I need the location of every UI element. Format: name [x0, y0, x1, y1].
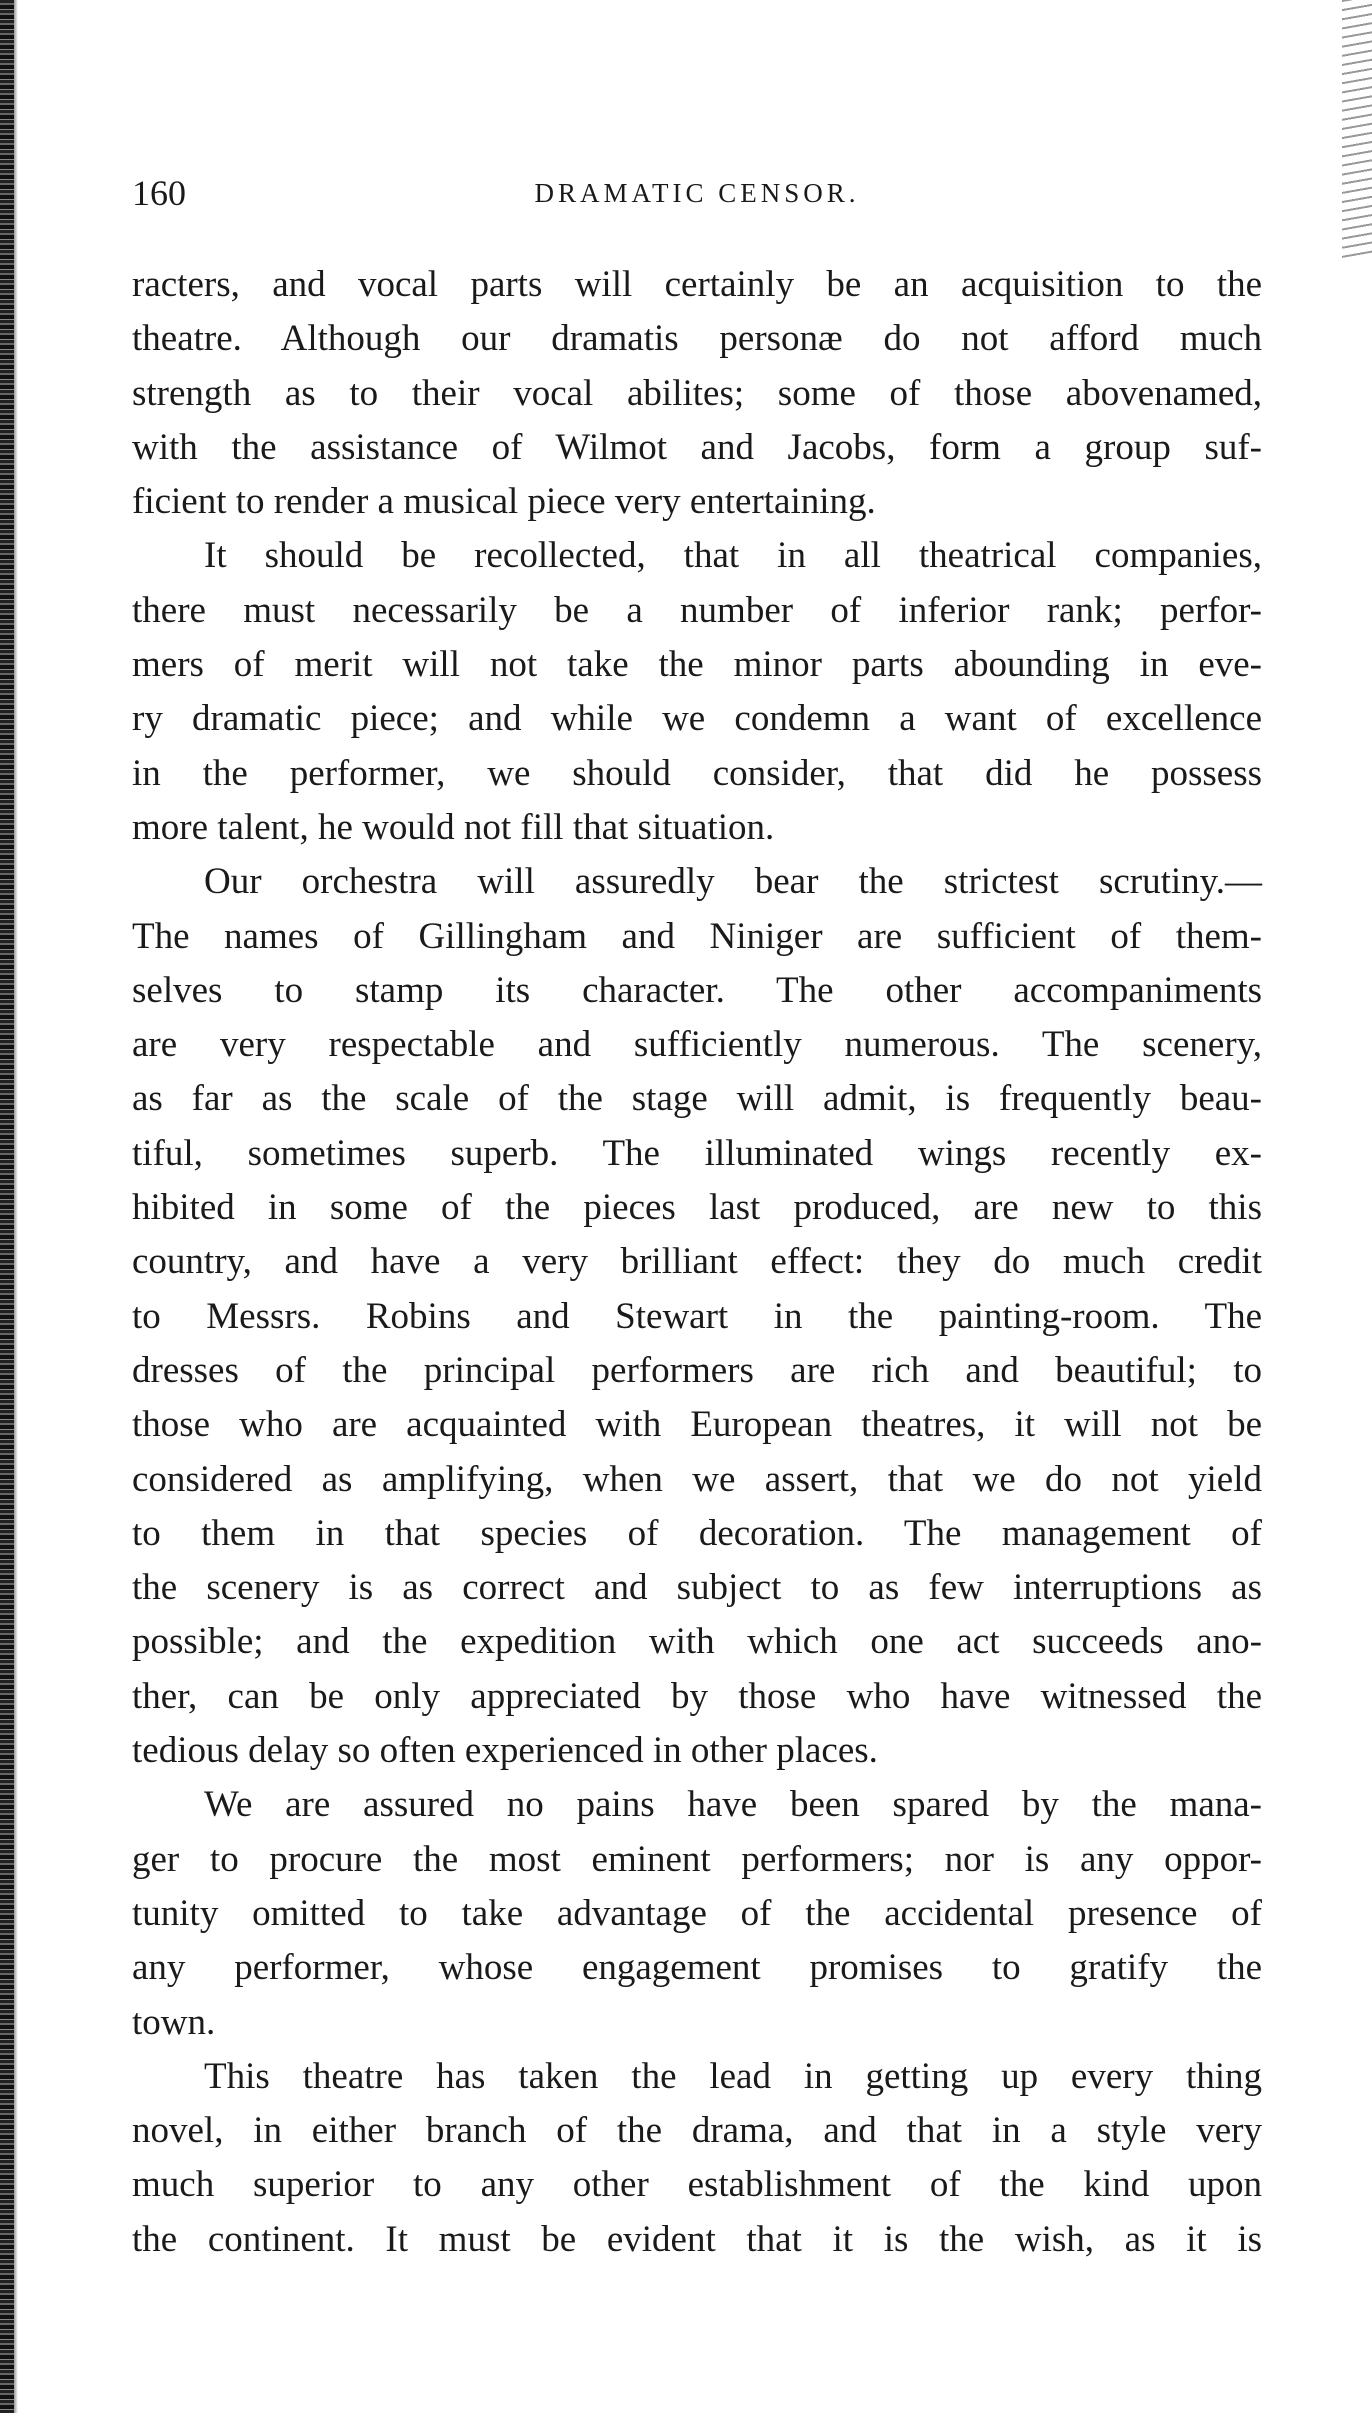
text-line: the continent. It must be evident that it is the wish, as it is [132, 2218, 1262, 2260]
text-line: to Messrs. Robins and Stewart in the painting-room. The [132, 1295, 1262, 1337]
text-line: ther, can be only appreciated by those who have witnessed the [132, 1675, 1262, 1717]
text-line: considered as amplifying, when we assert, that we do not yield [132, 1458, 1262, 1500]
text-line: It should be recollected, that in all theatrical companies, [204, 535, 1262, 577]
text-line: any performer, whose engagement promises to gratify the [132, 1947, 1262, 1989]
text-line: much superior to any other establishment of the kind upon [132, 2164, 1262, 2206]
text-line: selves to stamp its character. The other accompaniments [132, 969, 1262, 1011]
paragraph [132, 855, 1262, 1778]
page-binding-edge [0, 0, 14, 2413]
text-line: ry dramatic piece; and while we condemn a want of excellence [132, 698, 1262, 740]
text-line: those who are acquainted with European theatres, it will not be [132, 1404, 1262, 1446]
text-line: town. [132, 2001, 216, 2043]
text-line: tedious delay so often experienced in other places. [132, 1730, 878, 1772]
text-line: strength as to their vocal abilites; some of those abovenamed, [132, 372, 1262, 414]
page-number: 160 [132, 173, 186, 213]
text-line: the scenery is as correct and subject to as few interruptions as [132, 1567, 1262, 1609]
text-line: We are assured no pains have been spared by the mana- [204, 1784, 1262, 1826]
text-line: ficient to render a musical piece very entertaining. [132, 481, 876, 523]
text-line: The names of Gillingham and Niniger are sufficient of them- [132, 915, 1262, 957]
body-text [132, 258, 1262, 2267]
paragraph [132, 529, 1262, 855]
paragraph [132, 258, 1262, 529]
paragraph [132, 1778, 1262, 2049]
text-line: theatre. Although our dramatis personæ do not afford much [132, 318, 1262, 360]
text-line: as far as the scale of the stage will admit, is frequently beau- [132, 1078, 1262, 1120]
page-edge-specks [1342, 0, 1372, 260]
text-line: dresses of the principal performers are rich and beautiful; to [132, 1349, 1262, 1391]
text-line: tiful, sometimes superb. The illuminated wings recently ex- [132, 1132, 1262, 1174]
text-line: in the performer, we should consider, that did he possess [132, 752, 1262, 794]
text-line: hibited in some of the pieces last produced, are new to this [132, 1187, 1262, 1229]
paragraph [132, 2050, 1262, 2267]
text-line: ger to procure the most eminent performers; nor is any oppor- [132, 1838, 1262, 1880]
text-line: racters, and vocal parts will certainly be an acquisition to the [132, 264, 1262, 305]
text-line: possible; and the expedition with which one act succeeds ano- [132, 1621, 1262, 1663]
running-title: DRAMATIC CENSOR. [534, 178, 860, 208]
text-line: more talent, he would not fill that situation. [132, 806, 775, 848]
text-line: This theatre has taken the lead in getting up every thing [204, 2055, 1262, 2097]
text-line: novel, in either branch of the drama, and that in a style very [132, 2110, 1262, 2152]
text-line: mers of merit will not take the minor parts abounding in eve- [132, 644, 1262, 686]
text-line: are very respectable and sufficiently numerous. The scenery, [132, 1024, 1262, 1066]
text-line: country, and have a very brilliant effect: they do much credit [132, 1241, 1262, 1283]
text-line: with the assistance of Wilmot and Jacobs, form a group suf- [132, 426, 1262, 468]
page-header [132, 172, 1262, 218]
text-line: Our orchestra will assuredly bear the strictest scrutiny.— [204, 861, 1262, 903]
binding-shadow [14, 0, 18, 2413]
text-line: there must necessarily be a number of inferior rank; perfor- [132, 589, 1262, 631]
text-line: to them in that species of decoration. The management of [132, 1512, 1262, 1554]
text-line: tunity omitted to take advantage of the accidental presence of [132, 1892, 1262, 1934]
